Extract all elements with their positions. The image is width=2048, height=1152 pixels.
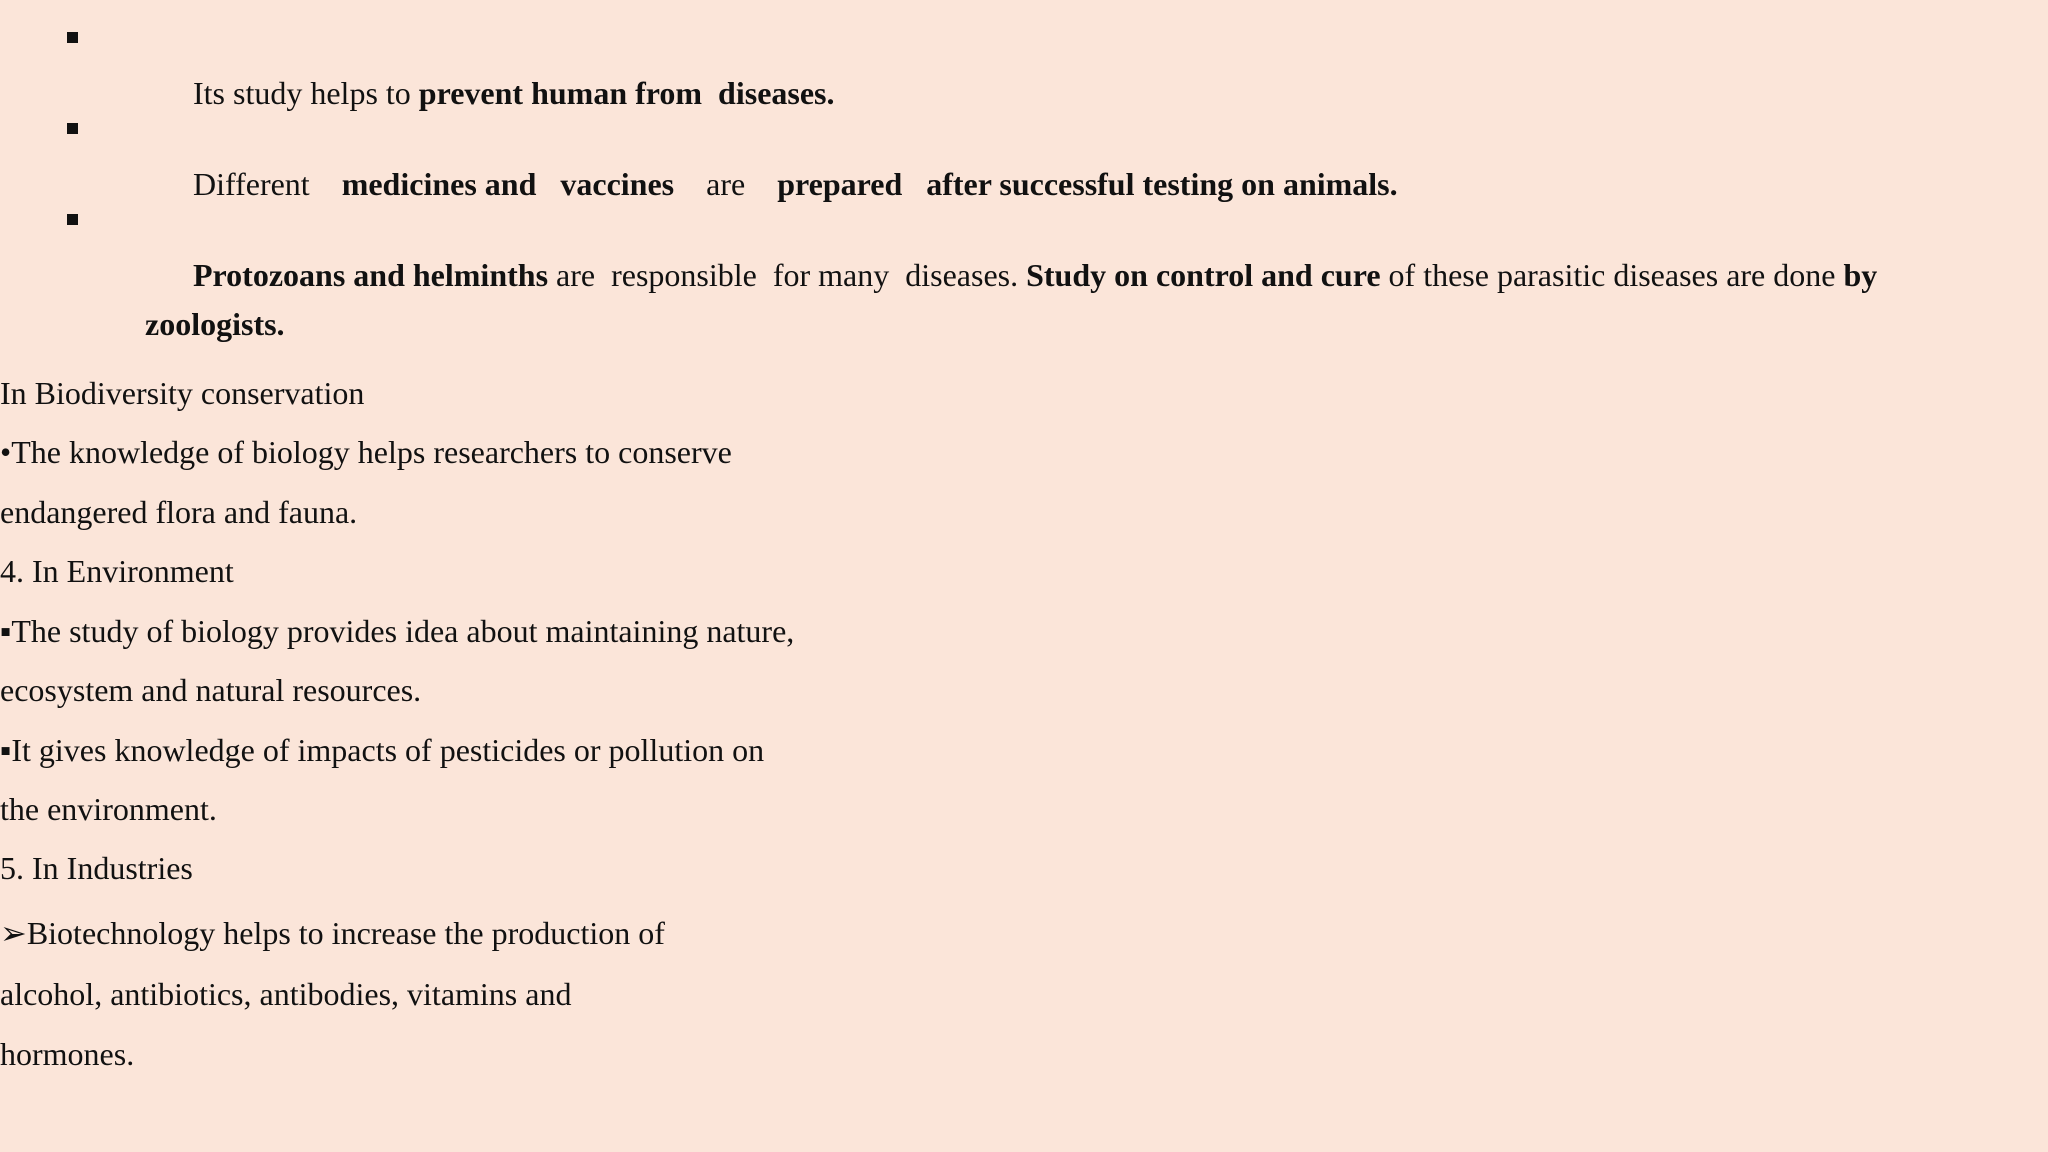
bullet-2-segment-1: Different bbox=[193, 166, 342, 202]
bullet-text-3 bbox=[145, 202, 1935, 398]
bullet-1-segment-2: prevent human from diseases. bbox=[418, 75, 835, 111]
text-line: alcohol, antibiotics, antibodies, vitamins and bbox=[0, 976, 572, 1012]
square-bullet-icon bbox=[67, 123, 78, 134]
text-line: •The knowledge of biology helps researchers to conserve bbox=[0, 434, 732, 470]
bullet-2-segment-3: are bbox=[674, 166, 778, 202]
section-heading-biodiversity: In Biodiversity conservation bbox=[0, 375, 365, 411]
bullet-3-segment-5: by zoologists. bbox=[145, 257, 1886, 342]
text-line: ▪It gives knowledge of impacts of pesticides or pollution on bbox=[0, 732, 765, 768]
text-line: ➢Biotechnology helps to increase the production of bbox=[0, 915, 665, 951]
square-bullet-icon bbox=[67, 214, 78, 225]
bullet-3-segment-3: Study on control and cure bbox=[1026, 257, 1381, 293]
bullet-3-segment-2: are responsible for many diseases. bbox=[548, 257, 1027, 293]
text-line: the environment. bbox=[0, 791, 217, 827]
text-line: hormones. bbox=[0, 1036, 135, 1072]
text-line: endangered flora and fauna. bbox=[0, 494, 358, 530]
section-heading-industries: 5. In Industries bbox=[0, 850, 193, 886]
bullet-1-segment-1: Its study helps to bbox=[193, 75, 419, 111]
text-line: ▪The study of biology provides idea about maintaining nature, bbox=[0, 613, 795, 649]
bullet-3-segment-4: of these parasitic diseases are done bbox=[1380, 257, 1844, 293]
bullet-2-segment-4: prepared after successful testing on animals. bbox=[777, 166, 1398, 202]
bullet-3-segment-1: Protozoans and helminths bbox=[193, 257, 549, 293]
square-bullet-icon bbox=[67, 32, 78, 43]
text-line: ecosystem and natural resources. bbox=[0, 672, 422, 708]
bullet-2-segment-2: medicines and vaccines bbox=[341, 166, 675, 202]
section-heading-environment: 4. In Environment bbox=[0, 553, 234, 589]
